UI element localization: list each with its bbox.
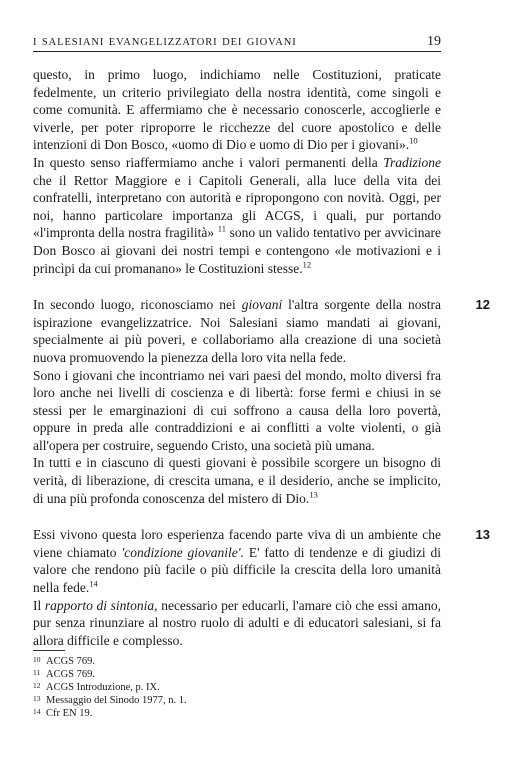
text-run: necessario per educarli, l'amare ciò che essi amano, pur senza rinunziare al nostro ruolo di adulti e di educatori salesiani, si fa allora difficile e complesso. — [33, 597, 441, 648]
footnote — [33, 681, 333, 694]
text-run: questo, in primo luogo, indichiamo nelle Costituzioni, praticate fedelmente, un criterio privilegiato della nostra identità, come singoli e come comunità. E affermiamo che è necessario conoscerle, accoglierle e viverle, per poter riproporre le ricchezze del cuore apostolico e delle intenzioni di Don Bosco, «uomo di Dio e uomo di Dio per i giovani». — [33, 67, 441, 153]
footnote — [33, 668, 333, 681]
text-run: Sono i giovani che incontriamo nei vari paesi del mondo, molto diversi fra loro anche nei livelli di coscienza e di libertà: forse fermi e chiusi in se stessi per le emarginazioni di cui soffrono a causa della loro povertà, oppure in preda alle contraddizioni e ai conflitti a volte violenti, o già all'opera per costruire, seguendo Cristo, una società più umana. — [33, 367, 441, 453]
footnote-number: 12 — [33, 681, 41, 690]
footnote-text: ACGS Introduzione, p. IX. — [46, 682, 160, 693]
footnote-number: 10 — [33, 655, 41, 664]
footnote-ref: 11 — [217, 223, 226, 234]
footnote-text: Cfr EN 19. — [46, 708, 93, 719]
page-header — [33, 33, 441, 52]
italic-text: Tradizione — [383, 154, 441, 170]
footnote-ref: 14 — [89, 578, 98, 589]
italic-text: giovani — [241, 297, 283, 313]
footnote — [33, 655, 333, 668]
text-run: che il Rettor Maggiore e i Capitoli Generali, alla luce della vita dei confratelli, interpretano con autorità e ripropongono con novità. Oggi, per noi, hanno particolare importanza gli ACGS, i quali, pur portando «l'impronta della nostra fragilità» — [33, 172, 441, 241]
page-number: 19 — [427, 34, 441, 49]
text-run: In tutti e in ciascuno di questi giovani è possibile scorgere un bisogno di verità, di liberazione, di crescita umana, e il desiderio, anche se implicito, di una più profonda conoscenza del mistero di Dio. — [33, 455, 441, 506]
text-run: In questo senso riaffermiamo anche i valori permanenti della — [33, 154, 384, 170]
footnote-number: 11 — [33, 668, 41, 677]
paragraph — [33, 454, 441, 507]
footnote-text: ACGS 769. — [46, 669, 96, 680]
footnotes — [33, 650, 333, 720]
paragraph — [33, 597, 441, 650]
footnote-rule — [33, 650, 65, 651]
text-run: In secondo luogo, riconosciamo nei — [33, 297, 242, 313]
footnote — [33, 694, 333, 707]
paragraph — [33, 367, 441, 455]
paragraph — [33, 66, 441, 154]
text-run: Il — [33, 597, 45, 613]
running-head: I SALESIANI EVANGELIZZATORI DEI GIOVANI — [33, 37, 297, 48]
text-run: sono un valido tentativo per avvicinare Don Bosco ai giovani dei nostri tempi e contengono «le motivazioni e i princìpi da cui promanano» le Costituzioni stesse. — [33, 225, 441, 276]
paragraph — [33, 296, 490, 366]
paragraph — [33, 154, 441, 277]
footnote-ref: 10 — [409, 135, 418, 146]
paragraph — [33, 526, 490, 596]
text-run: Essi vivono questa loro esperienza facendo parte viva di un ambiente che viene chiamato — [33, 527, 441, 560]
footnote-ref: 13 — [309, 489, 318, 500]
footnote — [33, 707, 333, 720]
footnote-text: Messaggio del Sinodo 1977, n. 1. — [46, 695, 187, 706]
footnote-number: 14 — [33, 707, 41, 716]
italic-text: rapporto di sintonia, — [44, 597, 158, 613]
margin-number: 12 — [475, 297, 490, 313]
text-run: l'altra sorgente della nostra ispirazione evangelizzatrice. Noi Salesiani siamo mandati ai giovani, specialmente ai più poveri, e collaboriamo alla creazione di una società nuova promuovendo la pienezza della loro vita nella fede. — [33, 297, 441, 365]
footnote-number: 13 — [33, 694, 41, 703]
footnote-text: ACGS 769. — [46, 656, 96, 667]
footnote-ref: 12 — [302, 259, 312, 270]
footnote-list — [33, 655, 333, 720]
margin-number: 13 — [475, 527, 490, 543]
italic-text: 'condizione giovanile'. — [121, 544, 245, 560]
text-run: E' fatto di tendenze e di giudizi di valore che rendono più facile o più difficile la crescita della loro umanità nella fede. — [33, 544, 442, 596]
main-text — [33, 66, 490, 649]
